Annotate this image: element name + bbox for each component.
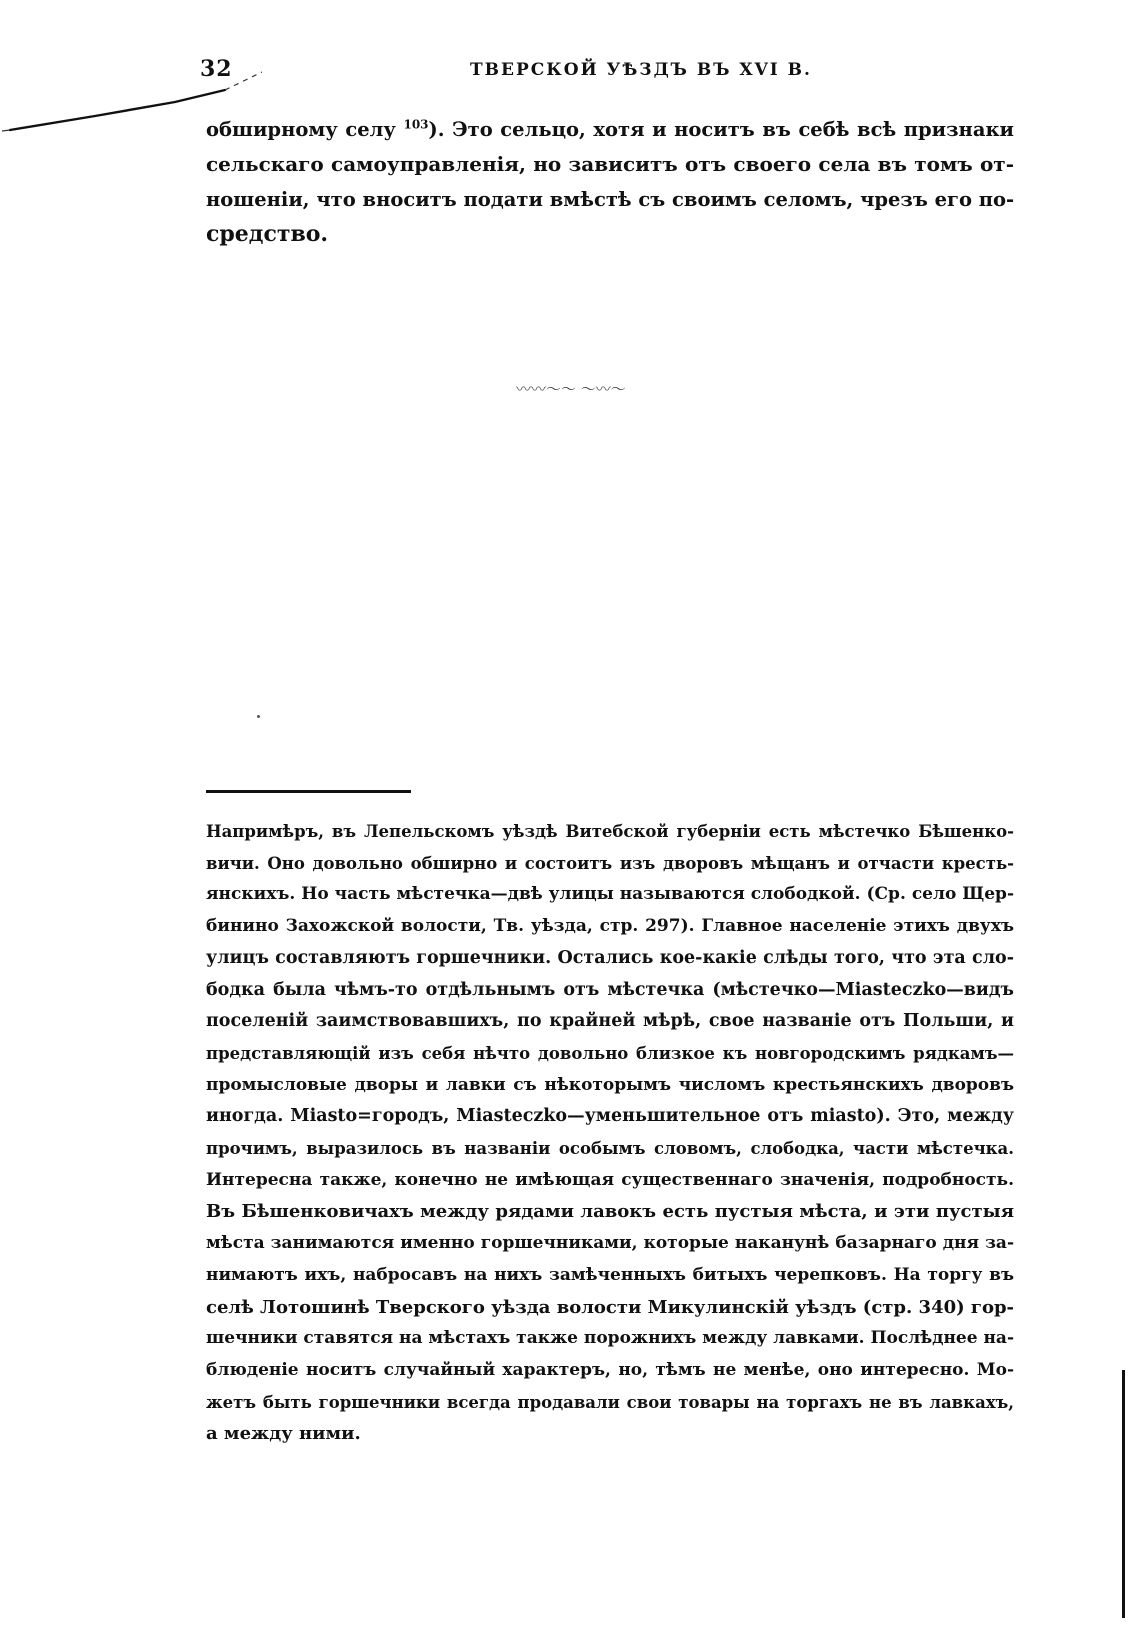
footnote-line: бинино Захожской волости, Тв. уѣзда, стр. 297). Главное населеніе этихъ двухъ [206, 916, 1014, 937]
main-text [206, 112, 1014, 252]
footnote-line: шечники ставятся на мѣстахъ также порожнихъ между лавками. Послѣднее на- [206, 1328, 1014, 1349]
section-ornament: 〰〰〜〜 〜〰〜 [516, 380, 626, 398]
main-text-line: ношеніи, что вноситъ подати вмѣстѣ съ своимъ селомъ, чрезъ его по- [206, 188, 1015, 211]
footnote-line: прочимъ, выразилось въ названіи особымъ словомъ, слободка, части мѣстечка. [206, 1139, 1014, 1159]
page-header [0, 0, 1140, 110]
footnote-line: жетъ быть горшечники всегда продавали свои товары на торгахъ не въ лавкахъ, [206, 1392, 1014, 1412]
footnote-line: бодка была чѣмъ-то отдѣльнымъ отъ мѣстечка (мѣстечко—Miasteczko—видъ [206, 979, 1014, 1000]
footnote-line: Напримѣръ, въ Лепельскомъ уѣздѣ Витебской губерніи есть мѣстечко Бѣшенко- [206, 822, 1014, 841]
footnote-line: а между ними. [206, 1423, 361, 1445]
footnote-line: иногда. Miasto=городъ, Miasteczko—уменьшительное отъ miasto). Это, между [206, 1106, 1014, 1127]
main-text-line: сельскаго самоуправленія, но зависитъ отъ своего села въ томъ от- [206, 152, 1014, 176]
main-text-line: средство. [206, 221, 329, 247]
footnote-line: селѣ Лотошинѣ Тверского уѣзда волости Микулинскій уѣздъ (стр. 340) гор- [206, 1296, 1015, 1318]
running-head: ТВЕРСКОЙ УѢЗДЪ ВЪ XVI В. [470, 60, 812, 80]
main-text-line-start: обширному селу [206, 118, 396, 141]
footnote-line: улицъ составляютъ горшечники. Остались кое-какіе слѣды того, что эта сло- [206, 947, 1014, 968]
footnote-line: нимаютъ ихъ, набросавъ на нихъ замѣченныхъ битыхъ черепковъ. На торгу въ [206, 1264, 1014, 1285]
footnote-line: мѣста занимаются именно горшечниками, которые наканунѣ базарнаго дня за- [206, 1233, 1014, 1254]
footnote-line: вичи. Оно довольно обширно и состоитъ изъ дворовъ мѣщанъ и отчасти кресть- [206, 853, 1014, 873]
footnote-line: янскихъ. Но часть мѣстечка—двѣ улицы называются слободкой. (Ср. село Щер- [206, 884, 1014, 905]
main-text-line [206, 112, 1014, 147]
footnote-separator [206, 790, 411, 793]
footnote-line: Интересна также, конечно не имѣющая существеннаго значенія, подробность. [206, 1169, 1014, 1190]
main-text-line-rest: ). Это сельцо, хотя и носитъ въ себѣ всѣ признаки [428, 118, 1015, 141]
footnote [206, 816, 1014, 1450]
stray-mark [257, 715, 260, 718]
footnote-line: представляющій изъ себя нѣчто довольно близкое къ новгородскимъ рядкамъ— [206, 1043, 1014, 1063]
footnote-reference: 103 [403, 117, 429, 132]
footnote-line: Въ Бѣшенковичахъ между рядами лавокъ есть пустыя мѣста, и эти пустыя [206, 1201, 1014, 1223]
footnote-line: промысловые дворы и лавки съ нѣкоторымъ числомъ крестьянскихъ дворовъ [206, 1074, 1014, 1095]
margin-bar [1122, 1370, 1125, 1618]
footnote-line: блюденіе носитъ случайный характеръ, но, тѣмъ не менѣе, оно интересно. Мо- [206, 1359, 1014, 1380]
footnote-line: поселеній заимствовавшихъ, по крайней мѣрѣ, свое названіе отъ Польши, и [206, 1011, 1014, 1032]
page-number: 32 [200, 56, 233, 82]
